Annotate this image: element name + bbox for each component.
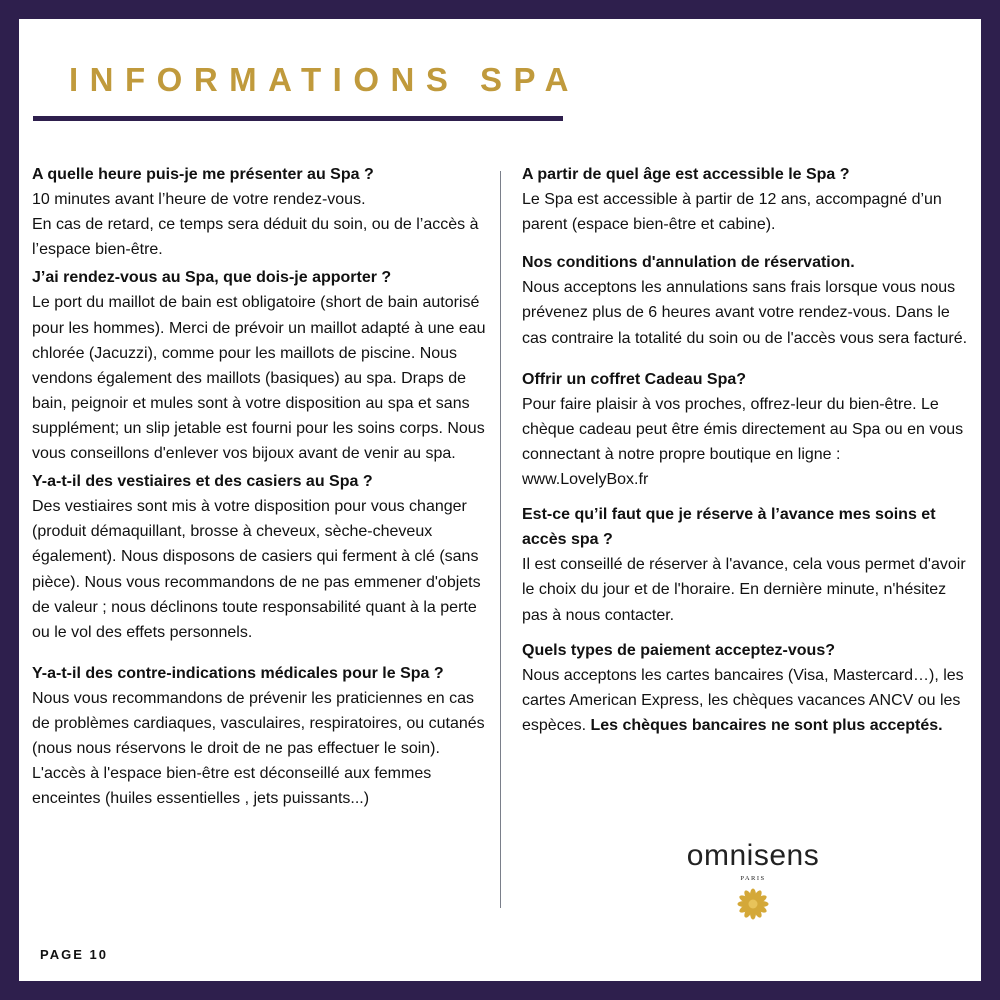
faq-answer-text: Nous acceptons les cartes bancaires (Visa, Mastercard…), les cartes American Express, les chèques vacances ANCV ou les espèces. <box>522 666 964 734</box>
page-title: INFORMATIONS SPA <box>69 61 580 98</box>
left-column <box>32 162 494 811</box>
faq-item <box>522 250 970 350</box>
faq-answer: Pour faire plaisir à vos proches, offrez-leur du bien-être. Le chèque cadeau peut être émis directement au Spa ou en vous connectant à notre propre boutique en ligne : www.LovelyBox.fr <box>522 395 964 489</box>
faq-answer: 10 minutes avant l’heure de votre rendez-vous. En cas de retard, ce temps sera déduit du soin, ou de l’accès à l’espace bien-être. <box>32 191 479 259</box>
faq-question: Nos conditions d'annulation de réservation. <box>522 254 855 272</box>
faq-item <box>32 661 494 812</box>
faq-item <box>522 638 970 738</box>
faq-answer: Nous vous recommandons de prévenir les praticiennes en cas de problèmes cardiaques, vasculaires, respiratoires, ou cutanés (nous nous réservons le droit de ne pas effectuer le soin). L'accès à l'espace bien-être est déconseillé aux femmes enceintes (huiles essentielles , jets puissants...) <box>32 689 485 808</box>
faq-question: Quels types de paiement acceptez-vous? <box>522 641 835 659</box>
faq-answer: Le Spa est accessible à partir de 12 ans, accompagné d’un parent (espace bien-être et cabine). <box>522 191 942 234</box>
page <box>19 19 981 981</box>
faq-question: Y-a-t-il des contre-indications médicales pour le Spa ? <box>32 664 444 682</box>
faq-question: A partir de quel âge est accessible le Spa ? <box>522 166 850 183</box>
faq-answer-emphasis: Les chèques bancaires ne sont plus acceptés. <box>590 716 943 734</box>
title-underline <box>33 116 563 121</box>
faq-item <box>522 367 970 492</box>
column-divider <box>500 171 501 908</box>
faq-answer: Des vestiaires sont mis à votre disposition pour vous changer (produit démaquillant, brosse à cheveux, sèche-cheveux également). Nous disposons de casiers qui ferment à clé (sans pièce). Nous vous recommandons de ne pas emmener d'objets de valeur ; nous déclinons toute responsabilité quant à la perte ou le vol des effets personnels. <box>32 498 481 641</box>
faq-item <box>32 265 494 466</box>
faq-item <box>522 502 970 627</box>
faq-answer: Nous acceptons les annulations sans frais lorsque vous nous prévenez plus de 6 heures avant votre rendez-vous. Dans le cas contraire la totalité du soin ou de l'accès vous sera facturé. <box>522 279 968 347</box>
faq-item <box>32 469 494 645</box>
lotus-icon <box>737 888 769 920</box>
faq-question: Est-ce qu’il faut que je réserve à l’avance mes soins et accès spa ? <box>522 506 936 549</box>
faq-question: Y-a-t-il des vestiaires et des casiers au Spa ? <box>32 473 373 491</box>
logo-wordmark: omnisens <box>686 839 820 872</box>
right-column <box>522 162 970 738</box>
faq-answer: Il est conseillé de réserver à l'avance, cela vous permet d'avoir le choix du jour et de l'horaire. En dernière minute, n'hésitez pas à nous contacter. <box>522 556 966 624</box>
page-number: PAGE 10 <box>40 947 108 962</box>
brand-logo <box>667 841 839 920</box>
faq-item <box>522 162 970 237</box>
logo-subtitle: PARIS <box>740 875 766 882</box>
faq-question: A quelle heure puis-je me présenter au Spa ? <box>32 166 374 183</box>
faq-item <box>32 162 494 262</box>
faq-answer: Le port du maillot de bain est obligatoire (short de bain autorisé pour les hommes). Merci de prévoir un maillot adapté à une eau chlorée (Jacuzzi), comme pour les maillots de piscine. Nous vendons également des maillots (basiques) au spa. Draps de bain, peignoir et mules sont à votre disposition au spa et sans supplément; un slip jetable est fourni pour les soins corps. Nous vous conseillons d'enlever vos bijoux avant de venir au spa. <box>32 294 486 463</box>
faq-question: J’ai rendez-vous au Spa, que dois-je apporter ? <box>32 269 392 287</box>
faq-question: Offrir un coffret Cadeau Spa? <box>522 370 747 388</box>
faq-answer <box>522 663 970 738</box>
